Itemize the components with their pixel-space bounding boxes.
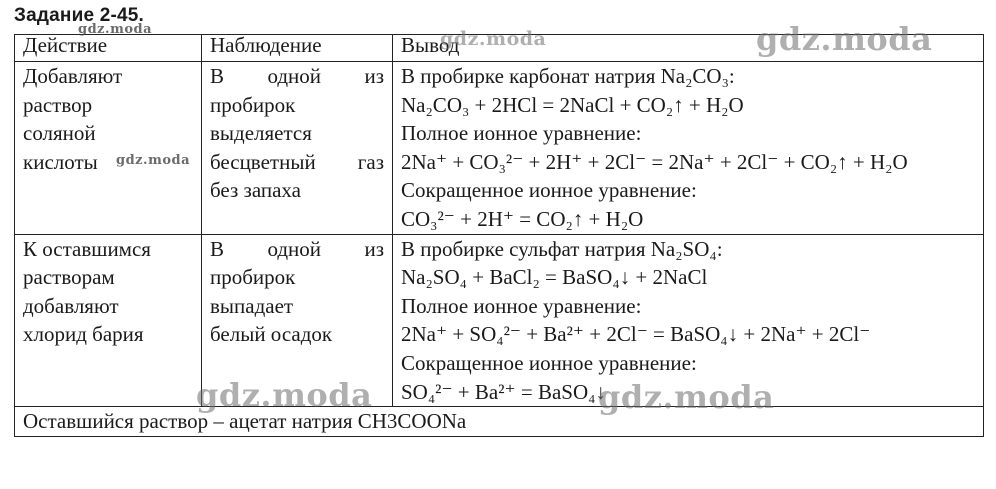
action-line: добавляют	[23, 293, 119, 318]
equation-molecular: Na₂CO₃ + 2HCl = 2NaCl + CO₂↑ + H₂O	[401, 92, 744, 117]
watermark-text: gdz.moda	[196, 376, 373, 414]
observation-line: выпадает	[210, 293, 294, 318]
watermark-text: gdz.moda	[116, 153, 191, 168]
conclusion-line: Полное ионное уравнение:	[401, 121, 642, 146]
table-row	[15, 62, 984, 235]
equation-short-ionic: SO₄²⁻ + Ba²⁺ = BaSO₄↓	[401, 379, 606, 404]
observation-line: В одной из	[210, 64, 384, 88]
action-line: кислоты	[23, 149, 98, 174]
observation-line: белый осадок	[210, 322, 333, 347]
action-line: соляной	[23, 121, 96, 146]
footer-cell: Оставшийся раствор – ацетат натрия CH3COONa	[15, 407, 984, 437]
conclusion-line: Сокращенное ионное уравнение:	[401, 350, 697, 375]
task-title: Задание 2-45.	[14, 5, 145, 26]
action-cell	[15, 234, 202, 407]
observation-line: выделяется	[210, 121, 312, 146]
equation-full-ionic: 2Na⁺ + CO₃²⁻ + 2H⁺ + 2Cl⁻ = 2Na⁺ + 2Cl⁻ + CO₂↑ + H₂O	[401, 149, 908, 174]
action-cell	[15, 62, 202, 235]
watermark-text: gdz.moda	[440, 28, 547, 50]
header-conclusion: Вывод	[393, 35, 984, 62]
table-row	[15, 234, 984, 407]
conclusion-cell	[393, 234, 984, 407]
observation-line: пробирок	[210, 265, 296, 290]
equation-molecular: Na₂SO₄ + BaCl₂ = BaSO₄↓ + 2NaCl	[401, 265, 708, 290]
header-action: Действие	[15, 35, 202, 62]
action-line: раствор	[23, 92, 93, 117]
watermark-text: gdz.moda	[78, 22, 153, 37]
observation-cell	[202, 234, 393, 407]
conclusion-line: В пробирке сульфат натрия Na₂SO₄:	[401, 236, 723, 261]
header-observation: Наблюдение	[202, 35, 393, 62]
conclusion-line: Полное ионное уравнение:	[401, 293, 642, 318]
action-line: хлорид бария	[23, 322, 144, 347]
action-line: Добавляют	[23, 64, 123, 88]
table-footer-row	[15, 407, 984, 437]
conclusion-cell	[393, 62, 984, 235]
observation-line: без запаха	[210, 178, 301, 203]
equation-full-ionic: 2Na⁺ + SO₄²⁻ + Ba²⁺ + 2Cl⁻ = BaSO₄↓ + 2Na⁺ + 2Cl⁻	[401, 322, 871, 347]
watermark-text: gdz.moda	[598, 378, 775, 416]
action-line: К оставшимся	[23, 236, 151, 261]
observation-cell	[202, 62, 393, 235]
table-header-row	[15, 35, 984, 62]
watermark-text: gdz.moda	[756, 20, 933, 58]
experiment-table	[14, 34, 984, 437]
observation-line: пробирок	[210, 92, 296, 117]
conclusion-line: В пробирке карбонат натрия Na₂CO₃:	[401, 64, 735, 88]
observation-line: бесцветный газ	[210, 149, 384, 174]
equation-short-ionic: CO₃²⁻ + 2H⁺ = CO₂↑ + H₂O	[401, 206, 644, 231]
conclusion-line: Сокращенное ионное уравнение:	[401, 178, 697, 203]
observation-line: В одной из	[210, 236, 384, 261]
action-line: растворам	[23, 265, 115, 290]
